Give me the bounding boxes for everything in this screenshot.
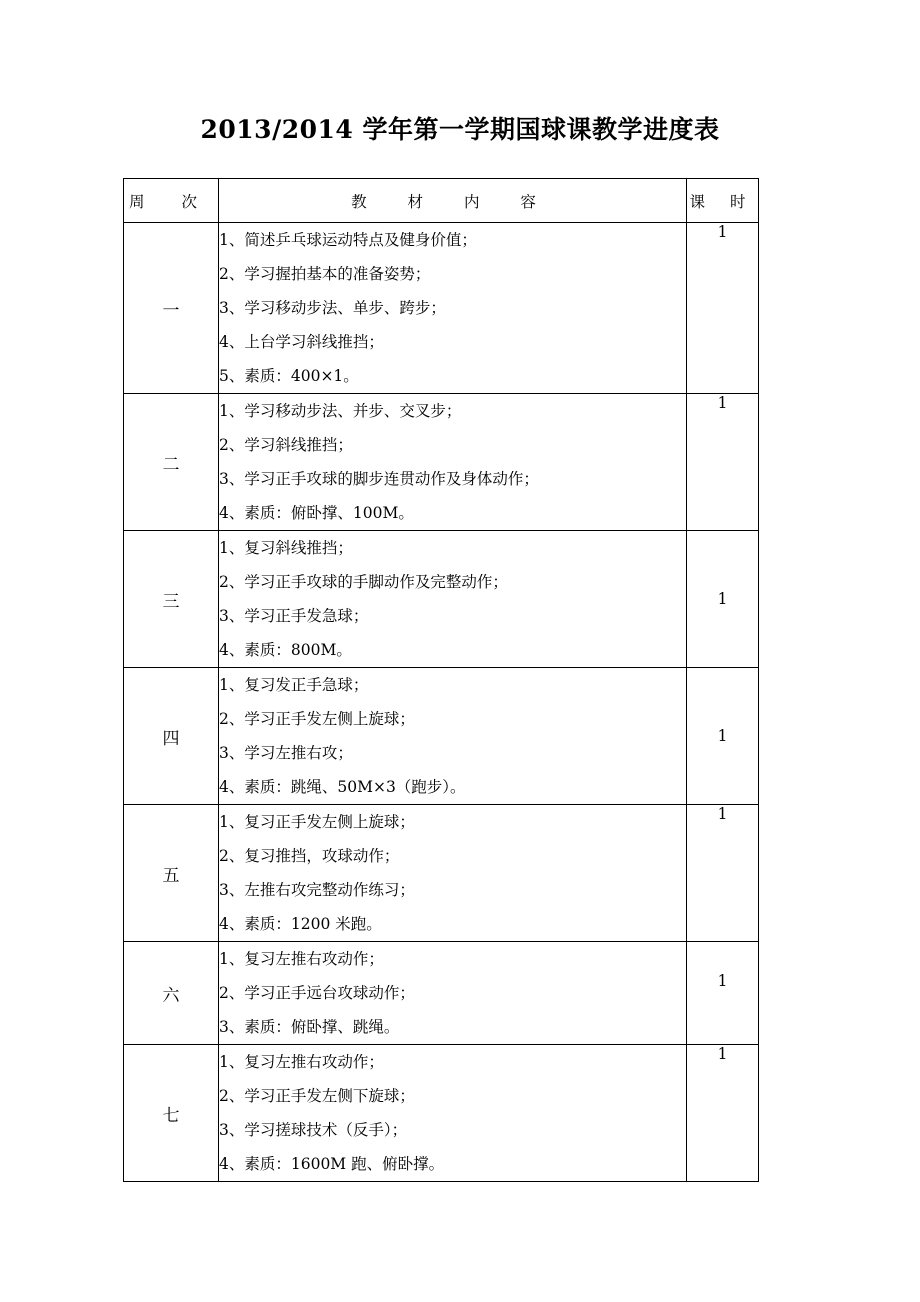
- content-item: 2、复习推挡，攻球动作；: [219, 847, 400, 865]
- content-item: 2、学习握拍基本的准备姿势；: [219, 265, 431, 283]
- content-item: 3、学习正手攻球的脚步连贯动作及身体动作；: [219, 470, 539, 488]
- content-item: 1、复习左推右攻动作；: [219, 950, 384, 968]
- content-item: 3、学习搓球技术（反手）；: [219, 1121, 408, 1139]
- content-item: 2、学习正手发左侧上旋球；: [219, 710, 415, 728]
- header-hours: 课 时: [687, 179, 759, 223]
- content-item: 4、素质：俯卧撑、100M。: [219, 504, 414, 522]
- teaching-schedule-table: [123, 178, 759, 1182]
- table-row: [124, 1045, 759, 1182]
- content-item: 2、学习正手攻球的手脚动作及完整动作；: [219, 573, 508, 591]
- content-item: 1、复习发正手急球；: [219, 676, 369, 694]
- table-row: [124, 668, 759, 805]
- content-item: 3、学习正手发急球；: [219, 607, 369, 625]
- content-item: 1、学习移动步法、并步、交叉步；: [219, 402, 462, 420]
- content-item: 3、左推右攻完整动作练习；: [219, 881, 415, 899]
- header-content: 教 材 内 容: [219, 179, 687, 223]
- content-item: 4、素质：800M。: [219, 641, 352, 659]
- week-cell: 六: [124, 942, 219, 1045]
- content-item: 4、素质：1200 米跑。: [219, 915, 382, 933]
- content-cell: [219, 531, 687, 668]
- hours-cell: 1: [687, 223, 759, 394]
- content-item: 1、复习左推右攻动作；: [219, 1053, 384, 1071]
- content-item: 1、复习正手发左侧上旋球；: [219, 813, 415, 831]
- content-cell: [219, 942, 687, 1045]
- content-item: 2、学习正手发左侧下旋球；: [219, 1087, 415, 1105]
- hours-cell: 1: [687, 531, 759, 668]
- content-cell: [219, 668, 687, 805]
- content-cell: [219, 1045, 687, 1182]
- table-header-row: [124, 179, 759, 223]
- hours-cell: 1: [687, 942, 759, 1045]
- table-row: [124, 531, 759, 668]
- week-cell: 二: [124, 394, 219, 531]
- content-item: 1、复习斜线推挡；: [219, 539, 353, 557]
- content-item: 3、学习移动步法、单步、跨步；: [219, 299, 446, 317]
- hours-cell: 1: [687, 668, 759, 805]
- content-item: 3、学习左推右攻；: [219, 744, 353, 762]
- content-item: 2、学习斜线推挡；: [219, 436, 353, 454]
- content-item: 5、素质：400×1。: [219, 367, 359, 385]
- week-cell: 五: [124, 805, 219, 942]
- table-row: [124, 805, 759, 942]
- content-cell: [219, 223, 687, 394]
- content-item: 2、学习正手远台攻球动作；: [219, 984, 415, 1002]
- content-item: 3、素质：俯卧撑、跳绳。: [219, 1018, 400, 1036]
- content-item: 4、素质：1600M 跑、俯卧撑。: [219, 1155, 445, 1173]
- hours-cell: 1: [687, 805, 759, 942]
- hours-cell: 1: [687, 394, 759, 531]
- page-title: 2013/2014 学年第一学期国球课教学进度表: [200, 115, 720, 144]
- week-cell: 四: [124, 668, 219, 805]
- week-cell: 一: [124, 223, 219, 394]
- table-row: [124, 223, 759, 394]
- content-cell: [219, 805, 687, 942]
- content-item: 1、简述乒乓球运动特点及健身价值；: [219, 231, 477, 249]
- table-row: [124, 942, 759, 1045]
- content-cell: [219, 394, 687, 531]
- header-week: 周 次: [124, 179, 219, 223]
- table-row: [124, 394, 759, 531]
- content-item: 4、素质：跳绳、50M×3（跑步）。: [219, 778, 466, 796]
- content-item: 4、上台学习斜线推挡；: [219, 333, 384, 351]
- week-cell: 三: [124, 531, 219, 668]
- week-cell: 七: [124, 1045, 219, 1182]
- hours-cell: 1: [687, 1045, 759, 1182]
